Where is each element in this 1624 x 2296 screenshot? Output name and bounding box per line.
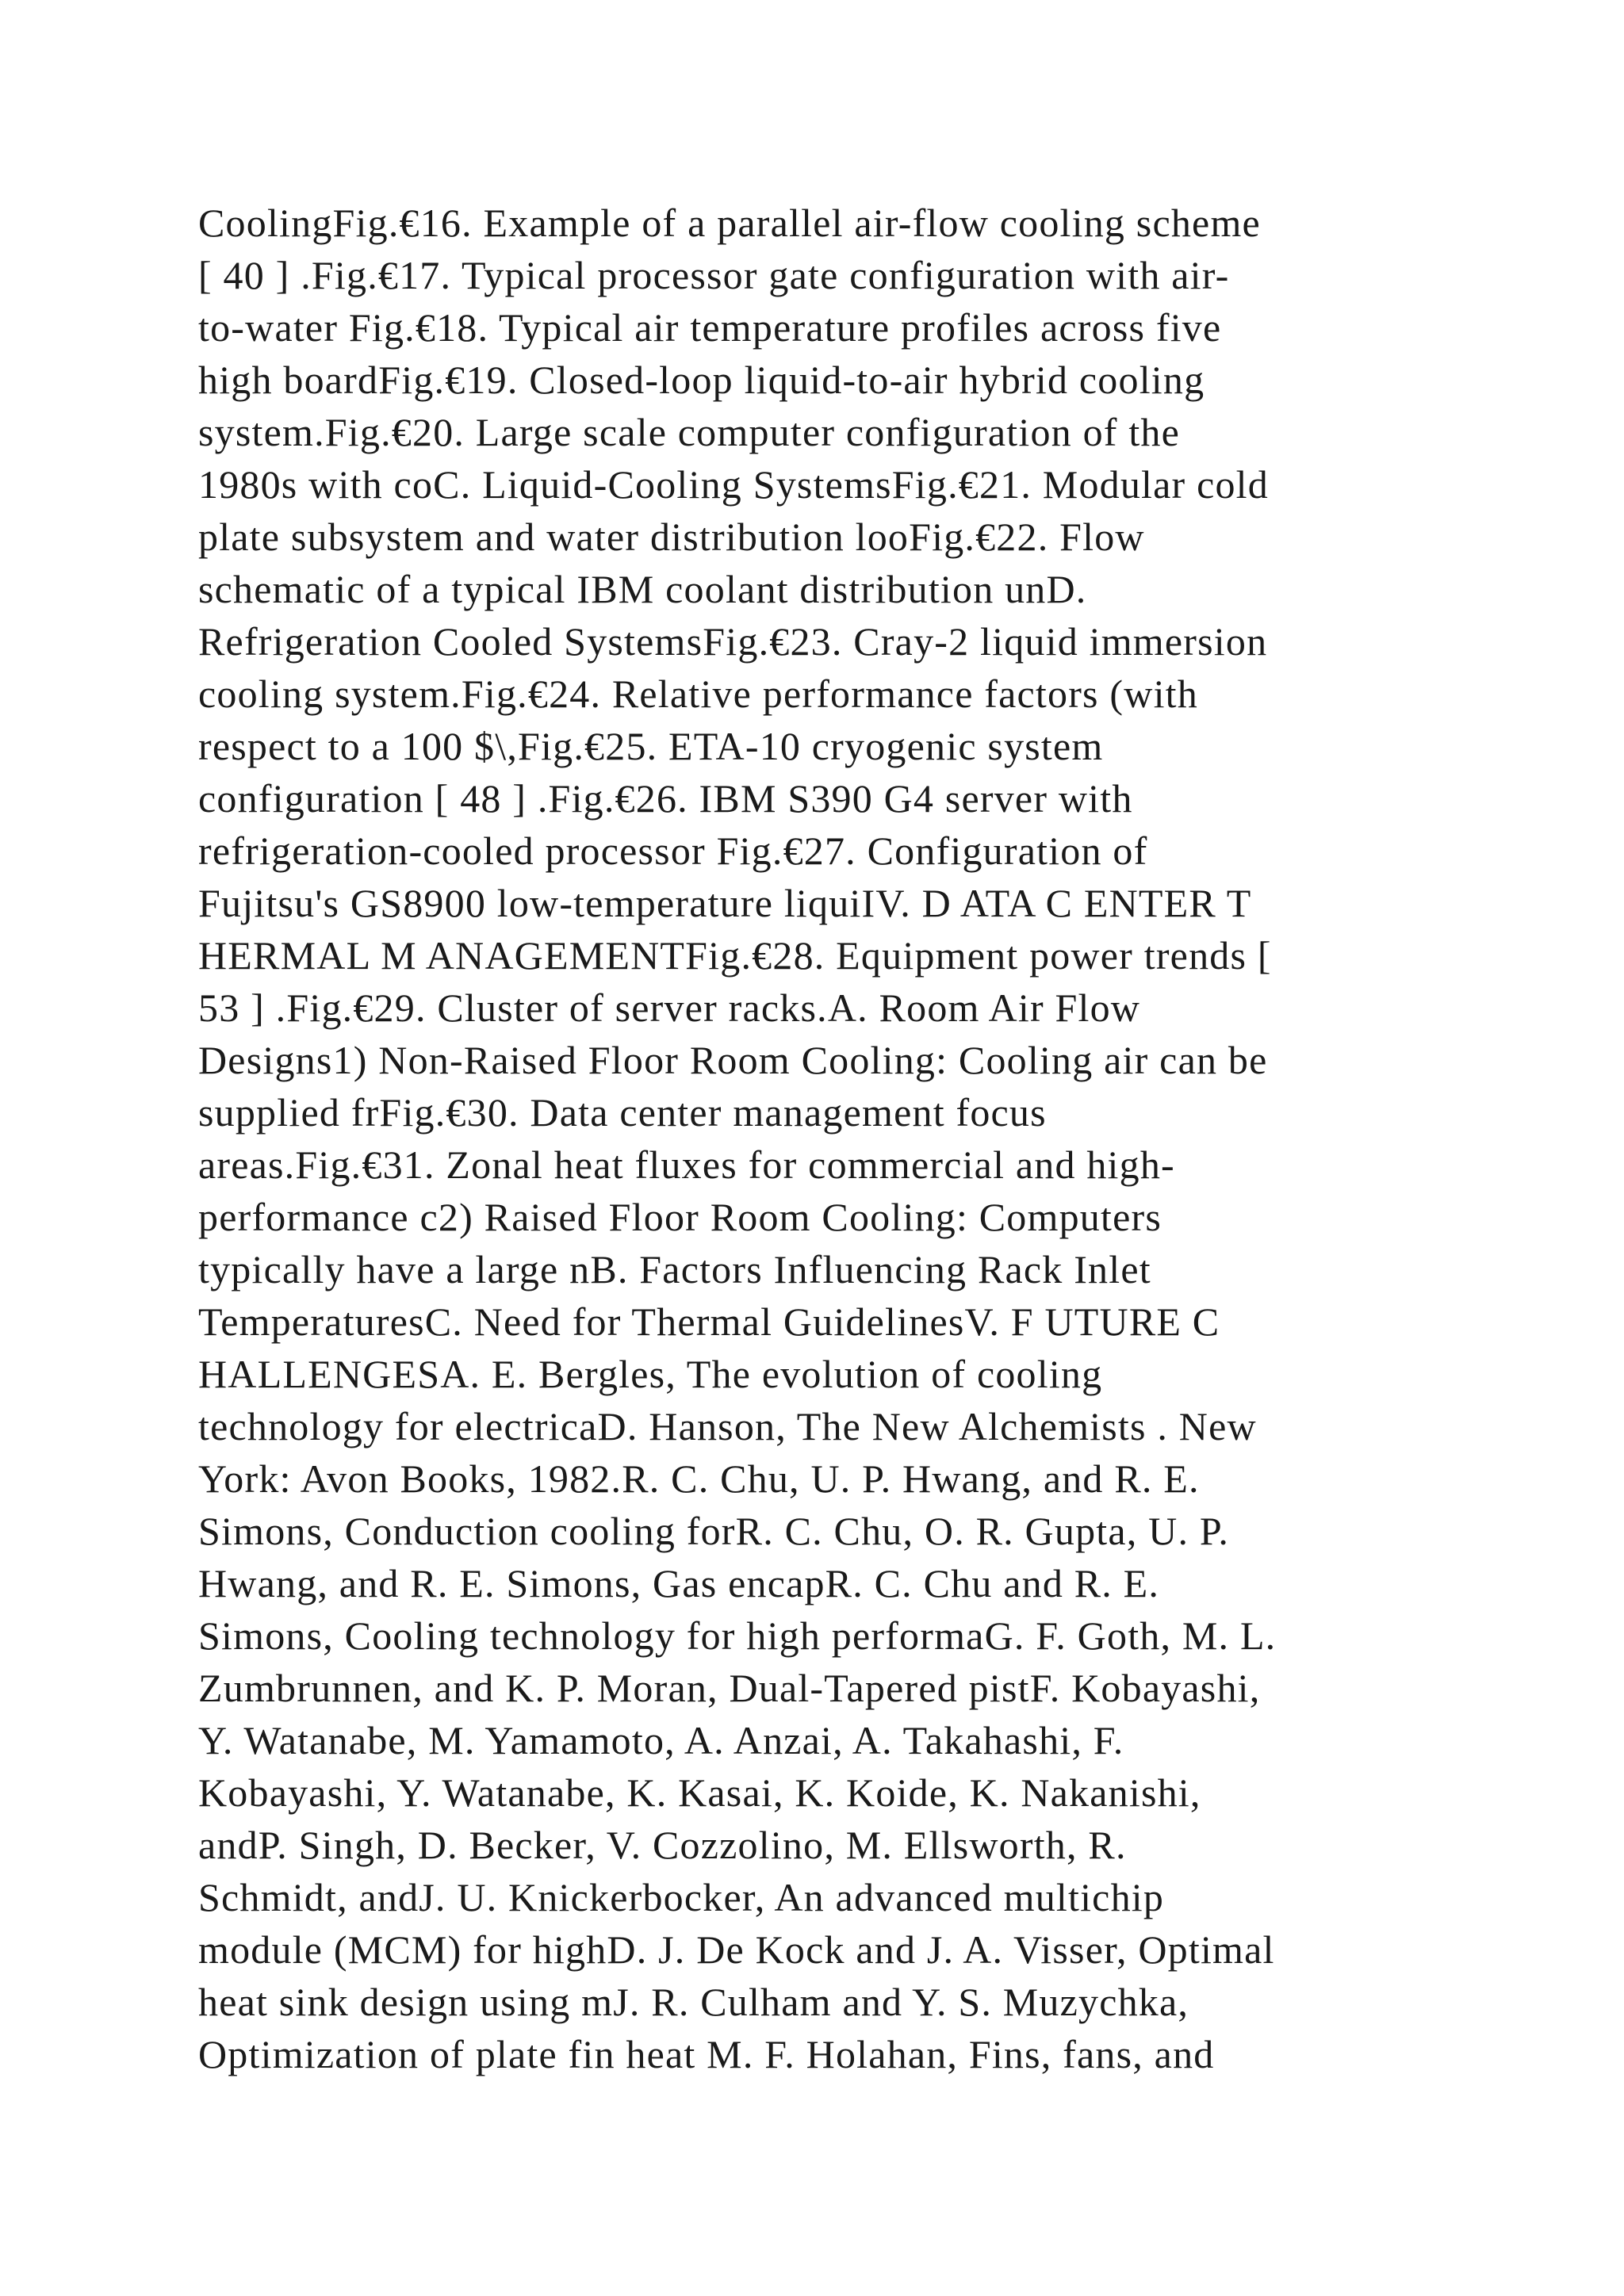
body-text (198, 197, 1499, 2080)
text-line: Schmidt, andJ. U. Knickerbocker, An advanced multichip (198, 1875, 1165, 1919)
text-line: andP. Singh, D. Becker, V. Cozzolino, M. Ellsworth, R. (198, 1823, 1127, 1867)
text-line: Optimization of plate fin heat M. F. Holahan, Fins, fans, and (198, 2032, 1215, 2076)
text-line: Fujitsu's GS8900 low-temperature liquiIV. D ATA C ENTER T (198, 881, 1252, 925)
text-line: 53 ] .Fig.€29. Cluster of server racks.A. Room Air Flow (198, 985, 1141, 1030)
text-line: high boardFig.€19. Closed-loop liquid-to-air hybrid cooling (198, 358, 1205, 402)
text-line: plate subsystem and water distribution looFig.€22. Flow (198, 515, 1145, 559)
text-line: Kobayashi, Y. Watanabe, K. Kasai, K. Koide, K. Nakanishi, (198, 1770, 1201, 1815)
text-line: Zumbrunnen, and K. P. Moran, Dual-Tapered pistF. Kobayashi, (198, 1666, 1261, 1710)
text-line: heat sink design using mJ. R. Culham and Y. S. Muzychka, (198, 1980, 1189, 2024)
text-line: Simons, Conduction cooling forR. C. Chu, O. R. Gupta, U. P. (198, 1509, 1230, 1553)
text-line: HERMAL M ANAGEMENTFig.€28. Equipment power trends [ (198, 933, 1272, 978)
text-line: [ 40 ] .Fig.€17. Typical processor gate configuration with air- (198, 253, 1230, 297)
text-line: Y. Watanabe, M. Yamamoto, A. Anzai, A. Takahashi, F. (198, 1718, 1124, 1762)
text-line: Designs1) Non-Raised Floor Room Cooling: Cooling air can be (198, 1038, 1268, 1082)
text-line: refrigeration-cooled processor Fig.€27. Configuration of (198, 828, 1148, 873)
text-line: HALLENGESA. E. Bergles, The evolution of cooling (198, 1352, 1103, 1396)
text-line: respect to a 100 $\,Fig.€25. ETA-10 cryogenic system (198, 724, 1104, 768)
text-line: Refrigeration Cooled SystemsFig.€23. Cray-2 liquid immersion (198, 619, 1268, 664)
text-line: cooling system.Fig.€24. Relative performance factors (with (198, 672, 1198, 716)
text-line: Simons, Cooling technology for high performaG. F. Goth, M. L. (198, 1613, 1277, 1658)
text-line: configuration [ 48 ] .Fig.€26. IBM S390 G4 server with (198, 776, 1133, 821)
text-line: 1980s with coC. Liquid-Cooling SystemsFig.€21. Modular cold (198, 462, 1269, 507)
text-line: York: Avon Books, 1982.R. C. Chu, U. P. Hwang, and R. E. (198, 1456, 1200, 1501)
text-line: typically have a large nB. Factors Influencing Rack Inlet (198, 1247, 1151, 1292)
text-line: CoolingFig.€16. Example of a parallel air-flow cooling scheme (198, 201, 1261, 245)
text-line: schematic of a typical IBM coolant distribution unD. (198, 567, 1087, 611)
text-line: system.Fig.€20. Large scale computer configuration of the (198, 410, 1181, 454)
text-line: supplied frFig.€30. Data center management focus (198, 1090, 1047, 1135)
text-line: technology for electricaD. Hanson, The New Alchemists . New (198, 1404, 1257, 1448)
text-line: to-water Fig.€18. Typical air temperature profiles across five (198, 305, 1222, 350)
text-line: TemperaturesC. Need for Thermal GuidelinesV. F UTURE C (198, 1299, 1220, 1344)
text-line: performance c2) Raised Floor Room Cooling: Computers (198, 1195, 1162, 1239)
text-line: areas.Fig.€31. Zonal heat fluxes for commercial and high- (198, 1142, 1175, 1187)
text-line: Hwang, and R. E. Simons, Gas encapR. C. Chu and R. E. (198, 1561, 1160, 1605)
text-line: module (MCM) for highD. J. De Kock and J. A. Visser, Optimal (198, 1927, 1275, 1972)
